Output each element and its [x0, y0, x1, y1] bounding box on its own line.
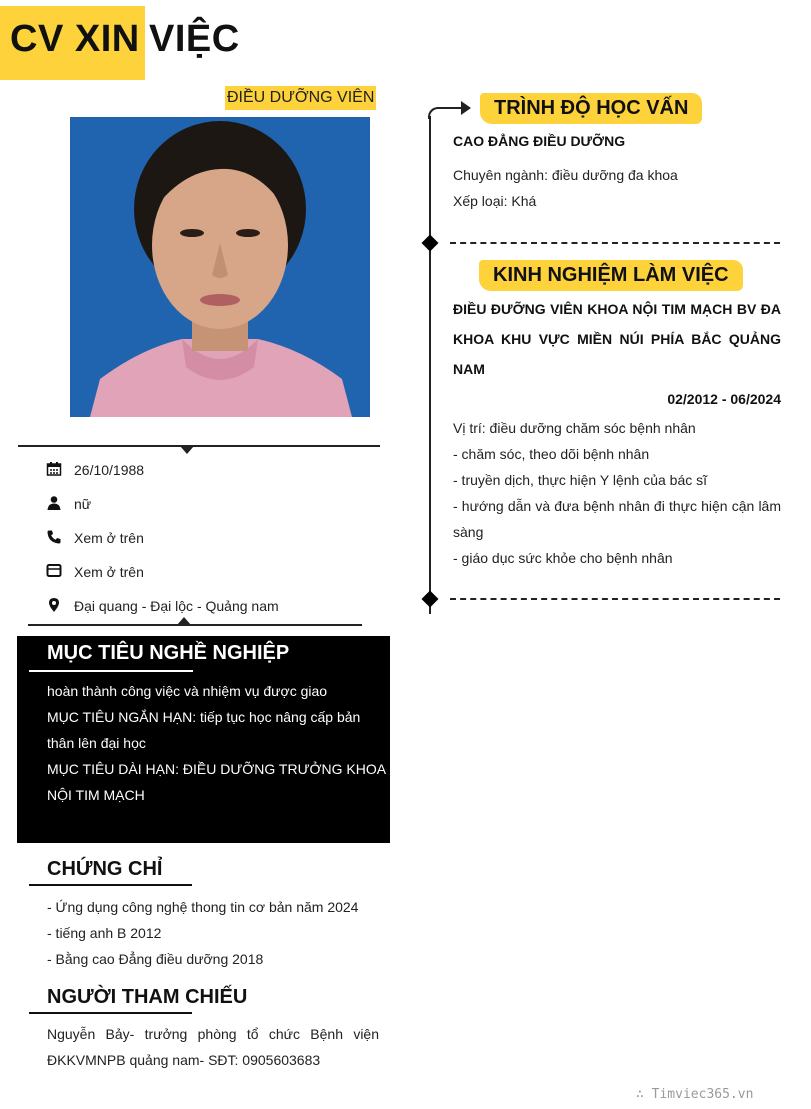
- experience-detail: - truyền dịch, thực hiện Y lệnh của bác sĩ: [453, 472, 708, 488]
- objective-title: MỤC TIÊU NGHỀ NGHIỆP: [47, 642, 290, 664]
- education-rank: Xếp loại: Khá: [453, 193, 537, 209]
- objective-text: [47, 678, 387, 808]
- certificate-item: - Ứng dụng công nghệ thong tin cơ bản năm 2024: [47, 899, 359, 915]
- reference-line: Nguyễn Bảy- trưởng phòng tổ chức Bệnh viện: [47, 1026, 379, 1042]
- references-text: [47, 1021, 379, 1073]
- references-title: NGƯỜI THAM CHIẾU: [47, 986, 248, 1008]
- experience-position-line: ĐIỀU ĐƯỠNG VIÊN KHOA NỘI TIM MẠCH BV ĐA: [453, 301, 781, 317]
- certificates-title-underline: [29, 884, 192, 886]
- timeline-diamond: [422, 235, 439, 252]
- timeline-diamond: [422, 591, 439, 608]
- education-title: TRÌNH ĐỘ HỌC VẤN: [480, 93, 702, 124]
- timeline-arrow-line: [437, 107, 463, 109]
- contact-divider-bottom: [28, 624, 362, 626]
- objective-title-underline: [29, 670, 193, 672]
- certificates-list: [47, 894, 379, 972]
- experience-detail: sàng: [453, 524, 484, 540]
- job-title: ĐIỀU DƯỠNG VIÊN: [225, 86, 376, 110]
- experience-detail: - chăm sóc, theo dõi bệnh nhân: [453, 446, 650, 462]
- email-icon: [46, 563, 62, 579]
- experience-detail: - hướng dẫn và đưa bệnh nhân đi thực hiện cận lâm: [453, 498, 781, 514]
- email-text: Xem ở trên: [74, 564, 144, 580]
- phone-text: Xem ở trên: [74, 530, 144, 546]
- experience-detail: - giáo dục sức khỏe cho bệnh nhân: [453, 550, 673, 566]
- divider-marker-down: [180, 446, 194, 454]
- experience-title: KINH NGHIỆM LÀM VIỆC: [479, 260, 743, 291]
- experience-details: [453, 415, 781, 571]
- experience-position-line: KHOA KHU VỰC MIỀN NÚI PHÍA BẮC QUẢNG: [453, 331, 781, 347]
- gender-text: nữ: [74, 496, 92, 512]
- education-degree: CAO ĐẲNG ĐIỀU DƯỠNG: [453, 133, 626, 149]
- location-pin-icon: [46, 597, 62, 613]
- timeline-line: [429, 116, 431, 614]
- profile-photo: [70, 117, 370, 417]
- section-dashed-divider: [450, 598, 780, 600]
- cv-title-part2: VIỆC: [149, 18, 240, 60]
- references-title-underline: [29, 1012, 192, 1014]
- address-text: Đại quang - Đại lộc - Quảng nam: [74, 598, 279, 614]
- calendar-icon: [46, 461, 62, 477]
- footer-brand: ∴ Timviec365.vn: [636, 1087, 754, 1102]
- experience-position: [453, 294, 781, 384]
- avatar-illustration: [70, 117, 370, 417]
- certificate-item: - Bằng cao Đẳng điều dưỡng 2018: [47, 951, 264, 967]
- reference-line: ĐKKVMNPB quảng nam- SĐT: 0905603683: [47, 1052, 321, 1068]
- objective-line: MỤC TIÊU DÀI HẠN: ĐIỀU DƯỠNG TRƯỞNG KHOA: [47, 761, 387, 777]
- certificate-item: - tiếng anh B 2012: [47, 925, 162, 941]
- education-major: Chuyên ngành: điều dưỡng đa khoa: [453, 167, 678, 183]
- phone-icon: [46, 529, 62, 545]
- section-dashed-divider: [450, 242, 780, 244]
- cv-title-part1: CV XIN: [10, 18, 140, 60]
- user-icon: [46, 495, 62, 511]
- experience-detail: Vị trí: điều dưỡng chăm sóc bệnh nhân: [453, 420, 696, 436]
- dob-text: 26/10/1988: [74, 462, 145, 478]
- contact-divider-top: [18, 445, 380, 447]
- experience-period: 02/2012 - 06/2024: [667, 391, 781, 407]
- objective-line: thân lên đại học: [47, 735, 146, 751]
- certificates-title: CHỨNG CHỈ: [47, 858, 163, 880]
- objective-line: MỤC TIÊU NGẮN HẠN: tiếp tục học nâng cấp bản: [47, 709, 361, 725]
- experience-position-line: NAM: [453, 361, 485, 377]
- objective-line: NỘI TIM MẠCH: [47, 787, 145, 803]
- objective-line: hoàn thành công việc và nhiệm vụ được giao: [47, 683, 328, 699]
- timeline-arrow-head: [461, 101, 471, 115]
